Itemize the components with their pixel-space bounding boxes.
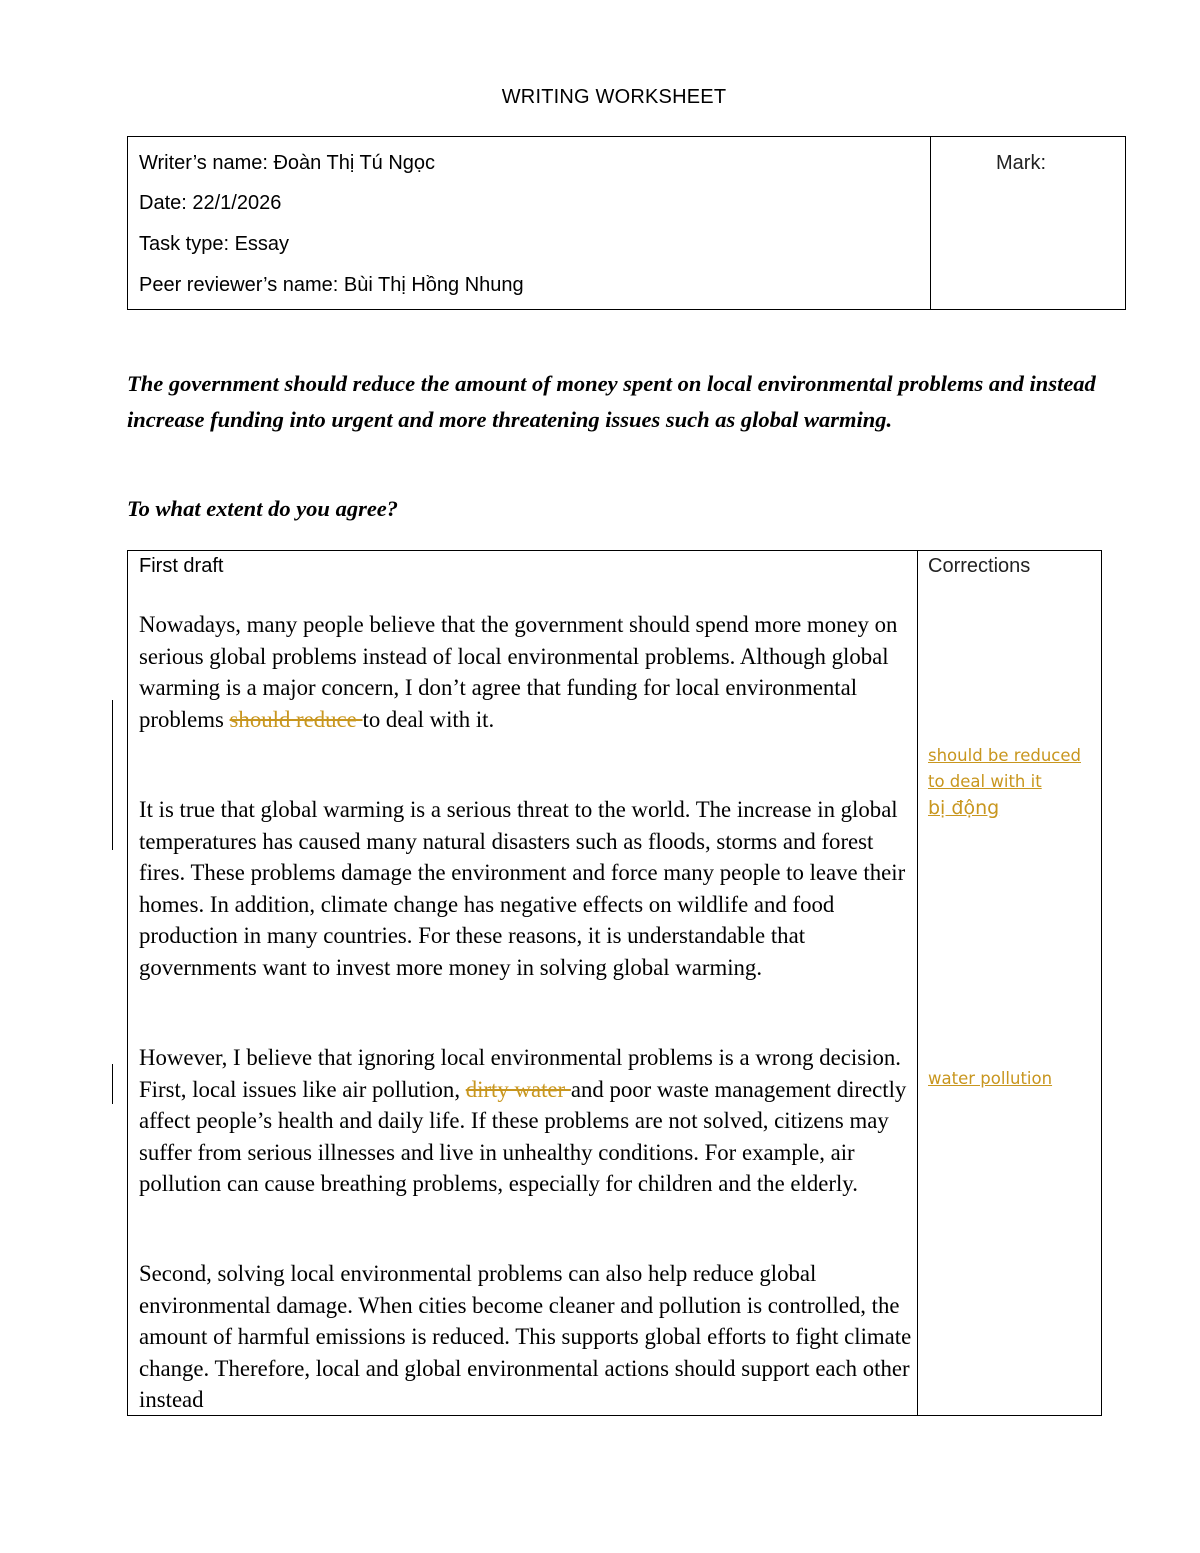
draft-paragraph-4: Second, solving local environmental problems can also help reduce global environmental damage. When cities become cleaner and pollution is controlled, the amount of harmful emissions is reduced. This supports global efforts to fight climate change. Therefore, local and global environmental actions should support each other instead [139, 1261, 912, 1412]
task-type: Task type: Essay [139, 233, 290, 255]
peer-reviewer-name: Peer reviewer’s name: Bùi Thị Hồng Nhung [139, 274, 524, 296]
essay-question: To what extent do you agree? [127, 496, 399, 521]
draft-table [127, 550, 1102, 1416]
correction-text: to deal with it [928, 772, 1042, 791]
date: Date: 22/1/2026 [139, 192, 282, 214]
mark-label: Mark: [996, 152, 1046, 174]
draft-text: to deal with it. [362, 706, 495, 732]
info-details-cell [128, 137, 931, 309]
change-bar [112, 1064, 113, 1104]
draft-text: However, I believe that ignoring local environmental problems is a wrong decision. First, local issues like air pollution, [139, 1045, 901, 1102]
first-draft-cell [128, 551, 918, 1415]
draft-text: and poor waste management directly affect people’s health and daily life. If these problems are not solved, citizens may suffer from serious illnesses and live in unhealthy conditions. For example, air pollution can cause breathing problems, especially for children and the elderly. [139, 1076, 907, 1196]
writer-name: Writer’s name: Đoàn Thị Tú Ngọc [139, 152, 436, 174]
first-draft-heading: First draft [139, 555, 224, 577]
draft-paragraph-2: It is true that global warming is a serious threat to the world. The increase in global temperatures has caused many natural disasters such as floods, storms and forest fires. These problems damage the environment and force many people to leave their homes. In addition, climate change has negative effects on wildlife and food production in many countries. For these reasons, it is understandable that governments want to invest more money in solving global warming. [139, 797, 906, 980]
draft-text: Nowadays, many people believe that the government should spend more money on serious global problems instead of local environmental problems. Although global warming is a major concern, I don’t agree that funding for local environmental problems [139, 612, 898, 732]
correction-text: should be reduced [928, 746, 1081, 765]
correction-note: bị động [928, 797, 1000, 819]
draft-paragraph-1 [139, 609, 914, 735]
draft-paragraph-3 [139, 1042, 914, 1200]
info-table [127, 136, 1126, 310]
corrections-heading: Corrections [928, 555, 1031, 577]
deleted-text: should reduce [229, 706, 363, 732]
essay-prompt: The government should reduce the amount of money spent on local environmental problems and instead increase funding into urgent and more threatening issues such as global warming. [127, 371, 1096, 432]
correction-comment-2: water pollution [928, 1069, 1053, 1088]
deleted-text: dirty water [465, 1076, 571, 1102]
worksheet-title: WRITING WORKSHEET [501, 86, 727, 108]
change-bar [112, 700, 113, 850]
correction-comment-1 [928, 743, 1098, 821]
